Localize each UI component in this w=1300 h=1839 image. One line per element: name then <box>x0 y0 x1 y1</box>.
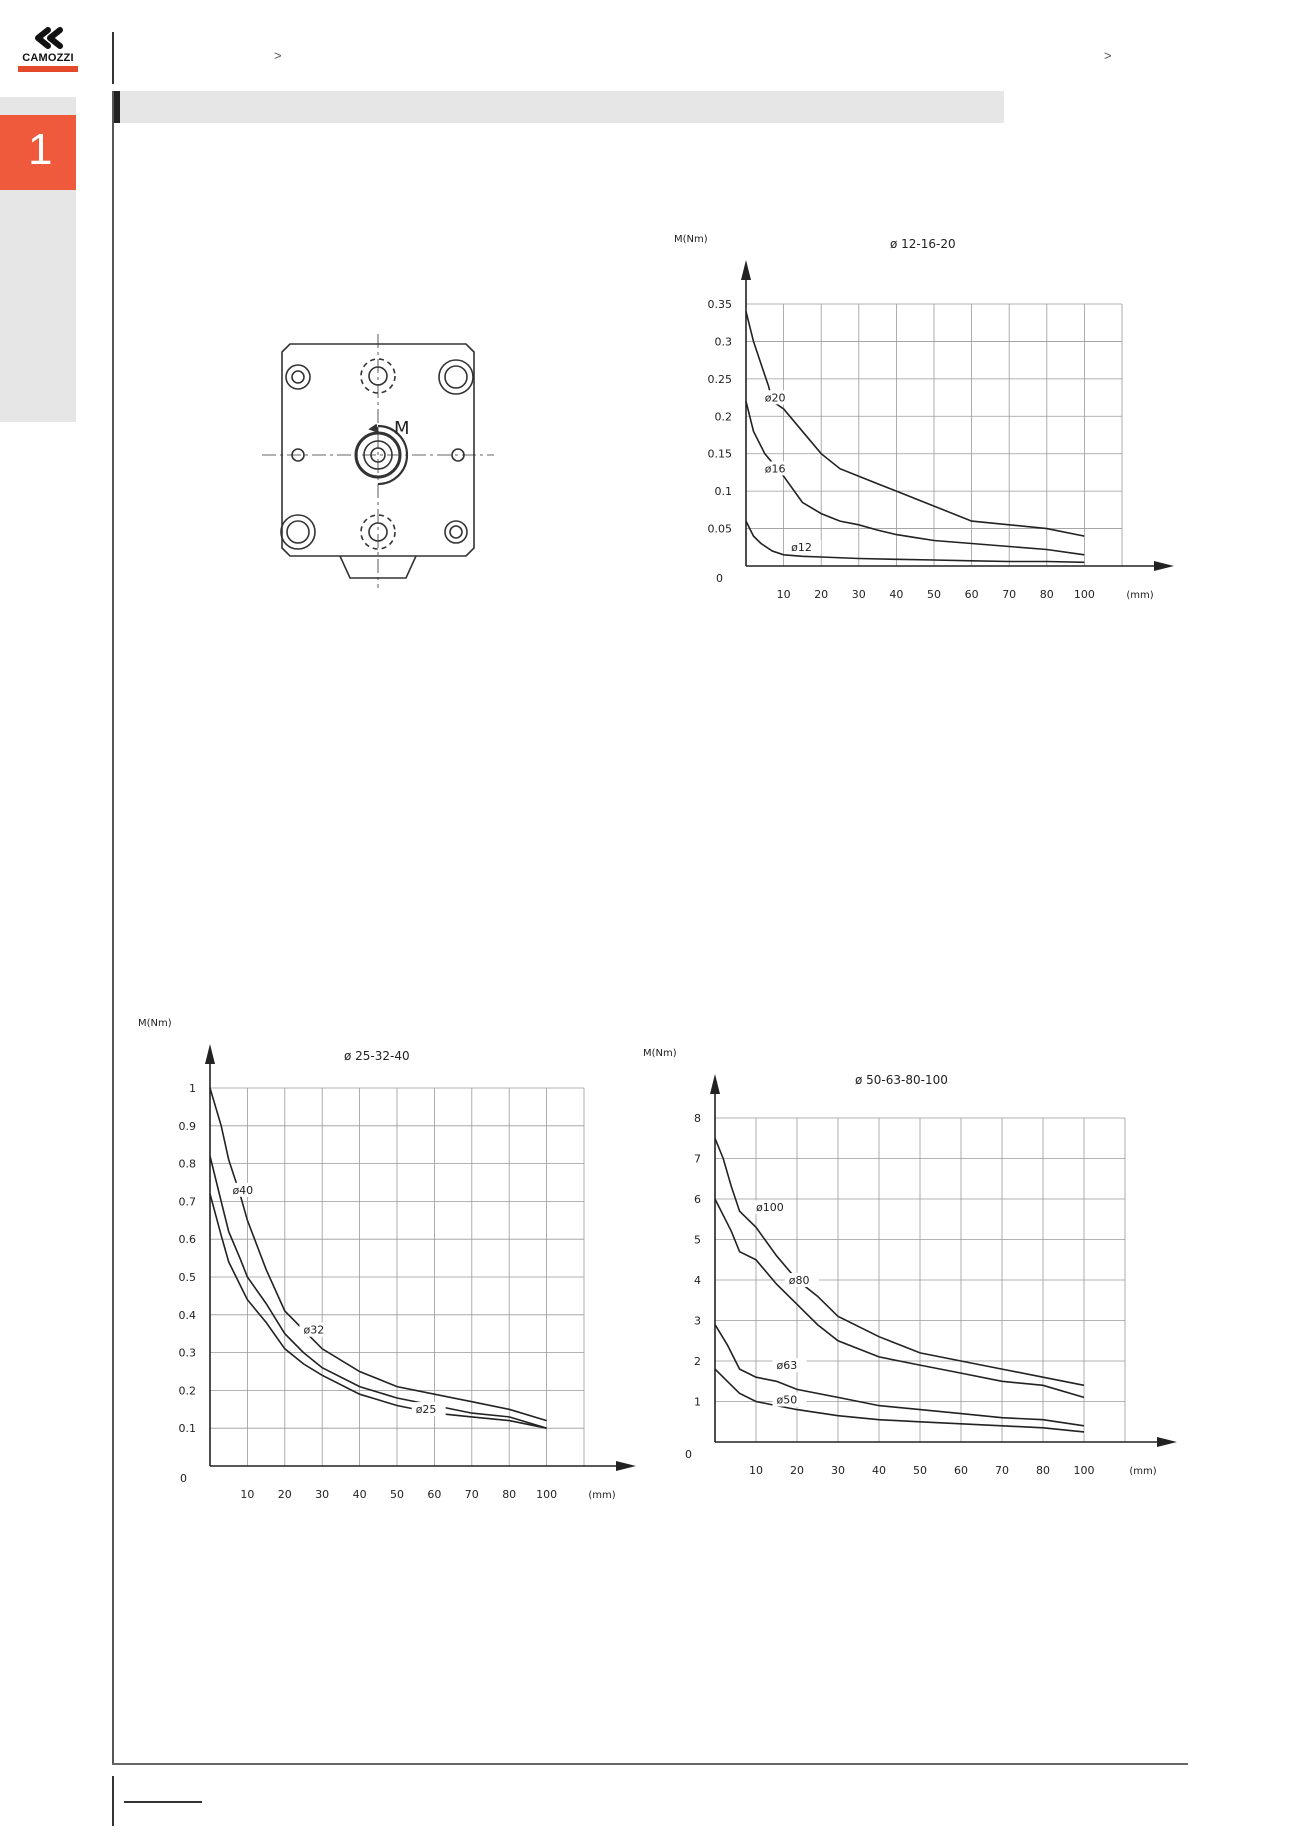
x-tick-label: 80 <box>502 1488 517 1501</box>
torque-chart-12-16-20 <box>674 232 1160 632</box>
y-tick-label: 0.1 <box>178 1422 196 1436</box>
origin-label: 0 <box>685 1448 692 1461</box>
series-label: ø12 <box>791 541 812 555</box>
y-tick-label: 7 <box>694 1152 701 1166</box>
y-tick-label: 0.6 <box>178 1233 196 1247</box>
x-tick-label: 30 <box>831 1464 845 1477</box>
breadcrumb-chevron-left-icon[interactable]: > <box>274 48 282 63</box>
x-axis-arrow-icon <box>616 1461 636 1471</box>
x-tick-label: 10 <box>776 588 791 601</box>
chart-title: ø 12-16-20 <box>890 237 956 251</box>
x-tick-label: 40 <box>889 588 904 601</box>
x-tick-label: 30 <box>315 1488 330 1501</box>
x-axis-label: (mm) <box>588 1490 616 1501</box>
section-number: 1 <box>28 125 53 174</box>
x-tick-label: 40 <box>352 1488 367 1501</box>
x-tick-label: 80 <box>1036 1464 1050 1477</box>
logo-wordmark: CAMOZZI <box>22 52 74 64</box>
series-label: ø100 <box>756 1201 784 1215</box>
y-tick-label: 3 <box>694 1314 701 1328</box>
series-label: ø50 <box>776 1393 798 1407</box>
y-axis-label: M(Nm) <box>138 1018 172 1029</box>
y-tick-label: 8 <box>694 1112 701 1125</box>
y-tick-label: 0.8 <box>178 1157 196 1171</box>
x-tick-label: 30 <box>851 588 866 601</box>
y-tick-label: 0.2 <box>714 410 732 424</box>
y-axis-label: M(Nm) <box>674 234 708 245</box>
torque-chart-25-32-40 <box>134 1018 644 1530</box>
series-line <box>715 1369 1084 1432</box>
x-axis-arrow-icon <box>1157 1437 1177 1447</box>
x-axis-label: (mm) <box>1126 590 1154 601</box>
page-left-rule <box>112 91 114 1763</box>
x-tick-label: 100 <box>1073 1464 1095 1477</box>
breadcrumb-chevron-right-icon[interactable]: > <box>1104 48 1112 63</box>
y-tick-label: 0.2 <box>178 1384 196 1398</box>
y-tick-label: 1 <box>694 1395 701 1409</box>
section-number-tab[interactable] <box>0 115 76 190</box>
x-tick-label: 20 <box>790 1464 804 1477</box>
footer-divider <box>112 1776 114 1826</box>
series-label: ø32 <box>303 1323 325 1337</box>
x-tick-label: 50 <box>913 1464 927 1477</box>
chart-title: ø 50-63-80-100 <box>855 1073 948 1087</box>
y-tick-label: 0.5 <box>178 1271 196 1284</box>
y-tick-label: 0.4 <box>178 1308 196 1322</box>
footer-page-rule <box>124 1801 202 1803</box>
y-axis-arrow-icon <box>710 1074 720 1094</box>
y-tick-label: 0.3 <box>714 335 732 349</box>
camozzi-logo <box>18 28 78 76</box>
y-tick-label: 0.9 <box>178 1119 196 1133</box>
y-tick-label: 2 <box>694 1355 701 1368</box>
x-tick-label: 10 <box>240 1488 255 1501</box>
series-label: ø63 <box>776 1359 798 1373</box>
x-tick-label: 40 <box>872 1464 886 1477</box>
x-tick-label: 70 <box>464 1488 479 1501</box>
x-axis-arrow-icon <box>1154 561 1174 571</box>
x-tick-label: 20 <box>277 1488 292 1501</box>
y-tick-label: 0.35 <box>707 298 732 311</box>
x-tick-label: 70 <box>995 1464 1009 1477</box>
x-tick-label: 50 <box>927 588 941 601</box>
series-label: ø20 <box>764 391 786 405</box>
torque-chart-50-63-80-100 <box>643 1048 1175 1512</box>
series-line <box>210 1088 547 1421</box>
y-axis-arrow-icon <box>205 1044 215 1064</box>
header-divider <box>112 32 114 84</box>
x-tick-label: 70 <box>1002 588 1017 601</box>
series-line <box>746 312 1084 537</box>
moment-label: M <box>394 418 410 439</box>
series-label: ø16 <box>764 462 786 476</box>
series-line <box>715 1199 1084 1397</box>
x-axis-label: (mm) <box>1129 1466 1157 1477</box>
x-tick-label: 60 <box>964 588 979 601</box>
y-axis-label: M(Nm) <box>643 1048 677 1059</box>
cylinder-front-view-drawing <box>258 330 498 595</box>
origin-label: 0 <box>716 572 723 585</box>
x-tick-label: 100 <box>536 1488 558 1501</box>
series-line <box>715 1138 1084 1385</box>
x-tick-label: 80 <box>1039 588 1054 601</box>
series-line <box>715 1325 1084 1426</box>
y-tick-label: 5 <box>694 1233 701 1247</box>
y-axis-arrow-icon <box>741 260 751 280</box>
x-tick-label: 50 <box>390 1488 404 1501</box>
y-tick-label: 0.25 <box>707 372 732 386</box>
x-tick-label: 20 <box>814 588 829 601</box>
logo-accent-bar <box>18 66 78 72</box>
y-tick-label: 0.15 <box>707 447 732 461</box>
y-tick-label: 6 <box>694 1193 701 1206</box>
series-label: ø25 <box>415 1403 437 1417</box>
series-label: ø40 <box>232 1183 254 1197</box>
origin-label: 0 <box>180 1472 187 1485</box>
y-tick-label: 0.7 <box>178 1195 196 1209</box>
x-tick-label: 60 <box>954 1464 968 1477</box>
y-tick-label: 0.05 <box>707 522 732 536</box>
x-tick-label: 100 <box>1073 588 1095 601</box>
y-tick-label: 0.1 <box>714 485 732 499</box>
chart-title: ø 25-32-40 <box>344 1049 410 1063</box>
section-banner <box>112 91 1004 123</box>
x-tick-label: 60 <box>427 1488 442 1501</box>
y-tick-label: 4 <box>694 1274 701 1287</box>
logo-mark-icon <box>18 28 78 52</box>
page-bottom-rule <box>112 1763 1188 1765</box>
y-tick-label: 0.3 <box>178 1346 196 1360</box>
x-tick-label: 10 <box>749 1464 763 1477</box>
series-label: ø80 <box>788 1274 810 1288</box>
y-tick-label: 1 <box>189 1082 196 1095</box>
